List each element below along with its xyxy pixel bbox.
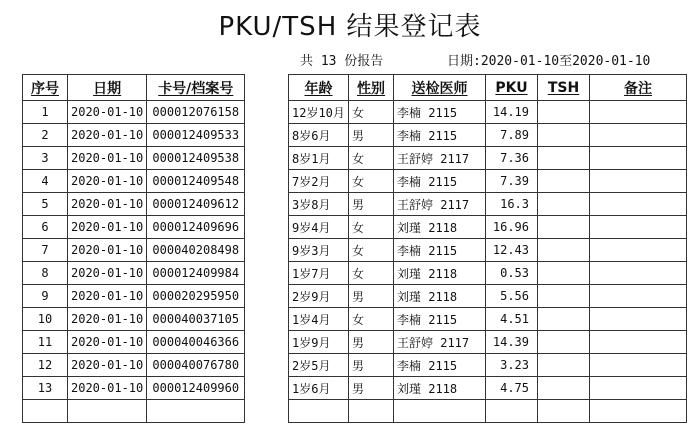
cell-no: 12 <box>23 354 68 377</box>
cell-doctor: 李楠 2115 <box>394 101 486 124</box>
cell-pku <box>486 400 538 423</box>
table-row <box>23 216 245 239</box>
table-row <box>23 239 245 262</box>
cell-no: 4 <box>23 170 68 193</box>
table-row <box>289 331 687 354</box>
cell-note <box>590 331 687 354</box>
cell-sex: 女 <box>349 101 394 124</box>
table-row <box>23 170 245 193</box>
cell-no: 9 <box>23 285 68 308</box>
cell-age <box>289 400 349 423</box>
table-row <box>23 308 245 331</box>
table-row <box>23 377 245 400</box>
cell-pku: 7.36 <box>486 147 538 170</box>
table-row <box>23 331 245 354</box>
cell-doctor: 李楠 2115 <box>394 239 486 262</box>
cell-date: 2020-01-10 <box>68 285 147 308</box>
table-row <box>289 285 687 308</box>
cell-tsh <box>538 377 590 400</box>
cell-note <box>590 216 687 239</box>
right-header-row <box>289 75 687 101</box>
cell-card: 000012076158 <box>147 101 245 124</box>
cell-age: 1岁4月 <box>289 308 349 331</box>
cell-doctor: 李楠 2115 <box>394 354 486 377</box>
cell-sex: 女 <box>349 216 394 239</box>
cell-no: 3 <box>23 147 68 170</box>
cell-age: 2岁5月 <box>289 354 349 377</box>
cell-pku: 4.51 <box>486 308 538 331</box>
col-header-sex: 性别 <box>349 75 394 101</box>
table-row <box>289 193 687 216</box>
cell-sex: 女 <box>349 239 394 262</box>
cell-no: 1 <box>23 101 68 124</box>
cell-no: 10 <box>23 308 68 331</box>
cell-no: 7 <box>23 239 68 262</box>
document-title: PKU/TSH 结果登记表 <box>218 12 482 42</box>
cell-age: 1岁7月 <box>289 262 349 285</box>
cell-tsh <box>538 170 590 193</box>
cell-card: 000012409533 <box>147 124 245 147</box>
cell-tsh <box>538 239 590 262</box>
cell-pku: 5.56 <box>486 285 538 308</box>
cell-no <box>23 400 68 423</box>
cell-sex: 男 <box>349 124 394 147</box>
col-header-note: 备注 <box>590 75 687 101</box>
cell-card: 000012409984 <box>147 262 245 285</box>
table-row <box>289 262 687 285</box>
cell-pku: 14.39 <box>486 331 538 354</box>
cell-date: 2020-01-10 <box>68 216 147 239</box>
cell-no: 5 <box>23 193 68 216</box>
cell-doctor: 王舒婷 2117 <box>394 147 486 170</box>
table-row <box>289 354 687 377</box>
cell-note <box>590 124 687 147</box>
table-row-blank <box>23 400 245 423</box>
right-results-table <box>288 74 687 423</box>
cell-sex: 男 <box>349 377 394 400</box>
cell-card: 000012409696 <box>147 216 245 239</box>
cell-pku: 7.39 <box>486 170 538 193</box>
left-results-table <box>22 74 245 423</box>
cell-tsh <box>538 147 590 170</box>
cell-age: 8岁6月 <box>289 124 349 147</box>
cell-note <box>590 377 687 400</box>
cell-doctor: 刘瑾 2118 <box>394 285 486 308</box>
table-row <box>23 101 245 124</box>
table-row <box>289 170 687 193</box>
table-row <box>23 147 245 170</box>
cell-age: 7岁2月 <box>289 170 349 193</box>
cell-sex: 男 <box>349 331 394 354</box>
cell-age: 9岁3月 <box>289 239 349 262</box>
cell-pku: 0.53 <box>486 262 538 285</box>
cell-age: 12岁10月 <box>289 101 349 124</box>
cell-card: 000012409548 <box>147 170 245 193</box>
cell-card: 000040076780 <box>147 354 245 377</box>
cell-age: 1岁9月 <box>289 331 349 354</box>
cell-date: 2020-01-10 <box>68 124 147 147</box>
col-header-doctor: 送检医师 <box>394 75 486 101</box>
cell-age: 1岁6月 <box>289 377 349 400</box>
cell-sex: 男 <box>349 193 394 216</box>
table-row-blank <box>289 400 687 423</box>
cell-tsh <box>538 193 590 216</box>
cell-card: 000012409612 <box>147 193 245 216</box>
cell-card <box>147 400 245 423</box>
cell-pku: 16.3 <box>486 193 538 216</box>
cell-card: 000040208498 <box>147 239 245 262</box>
table-row <box>289 147 687 170</box>
cell-doctor <box>394 400 486 423</box>
col-header-tsh: TSH <box>538 75 590 101</box>
cell-pku: 4.75 <box>486 377 538 400</box>
cell-note <box>590 170 687 193</box>
table-row <box>23 193 245 216</box>
cell-no: 6 <box>23 216 68 239</box>
cell-tsh <box>538 354 590 377</box>
cell-date: 2020-01-10 <box>68 377 147 400</box>
cell-pku: 16.96 <box>486 216 538 239</box>
cell-age: 9岁4月 <box>289 216 349 239</box>
cell-sex: 男 <box>349 354 394 377</box>
table-row <box>23 285 245 308</box>
cell-sex: 男 <box>349 285 394 308</box>
cell-note <box>590 193 687 216</box>
cell-tsh <box>538 400 590 423</box>
cell-sex: 女 <box>349 170 394 193</box>
cell-no: 2 <box>23 124 68 147</box>
cell-doctor: 王舒婷 2117 <box>394 193 486 216</box>
cell-tsh <box>538 285 590 308</box>
cell-tsh <box>538 262 590 285</box>
cell-pku: 14.19 <box>486 101 538 124</box>
table-row <box>289 308 687 331</box>
cell-age: 8岁1月 <box>289 147 349 170</box>
cell-no: 8 <box>23 262 68 285</box>
col-header-card: 卡号/档案号 <box>147 75 245 101</box>
cell-no: 13 <box>23 377 68 400</box>
cell-sex: 女 <box>349 147 394 170</box>
cell-date: 2020-01-10 <box>68 262 147 285</box>
cell-card: 000040037105 <box>147 308 245 331</box>
table-row <box>23 124 245 147</box>
cell-date: 2020-01-10 <box>68 239 147 262</box>
cell-pku: 7.89 <box>486 124 538 147</box>
cell-tsh <box>538 124 590 147</box>
col-header-age: 年龄 <box>289 75 349 101</box>
cell-date: 2020-01-10 <box>68 308 147 331</box>
cell-note <box>590 262 687 285</box>
cell-note <box>590 239 687 262</box>
cell-note <box>590 285 687 308</box>
cell-card: 000020295950 <box>147 285 245 308</box>
col-header-pku: PKU <box>486 75 538 101</box>
table-row <box>23 262 245 285</box>
cell-note <box>590 354 687 377</box>
table-row <box>289 377 687 400</box>
cell-note <box>590 147 687 170</box>
cell-sex <box>349 400 394 423</box>
report-count: 共 13 份报告 <box>300 54 384 69</box>
cell-card: 000012409538 <box>147 147 245 170</box>
cell-no: 11 <box>23 331 68 354</box>
cell-age: 3岁8月 <box>289 193 349 216</box>
table-row <box>289 101 687 124</box>
col-header-date: 日期 <box>68 75 147 101</box>
col-header-no: 序号 <box>23 75 68 101</box>
cell-doctor: 刘瑾 2118 <box>394 377 486 400</box>
cell-date: 2020-01-10 <box>68 193 147 216</box>
table-row <box>23 354 245 377</box>
cell-note <box>590 400 687 423</box>
cell-tsh <box>538 331 590 354</box>
cell-tsh <box>538 216 590 239</box>
table-row <box>289 239 687 262</box>
cell-date: 2020-01-10 <box>68 101 147 124</box>
cell-doctor: 李楠 2115 <box>394 308 486 331</box>
cell-note <box>590 101 687 124</box>
table-row <box>289 124 687 147</box>
cell-doctor: 刘瑾 2118 <box>394 262 486 285</box>
left-header-row <box>23 75 245 101</box>
cell-date: 2020-01-10 <box>68 354 147 377</box>
cell-tsh <box>538 308 590 331</box>
cell-doctor: 王舒婷 2117 <box>394 331 486 354</box>
cell-sex: 女 <box>349 262 394 285</box>
cell-date: 2020-01-10 <box>68 170 147 193</box>
date-range: 日期:2020-01-10至2020-01-10 <box>447 54 651 69</box>
cell-doctor: 刘瑾 2118 <box>394 216 486 239</box>
cell-date: 2020-01-10 <box>68 147 147 170</box>
cell-pku: 12.43 <box>486 239 538 262</box>
cell-pku: 3.23 <box>486 354 538 377</box>
cell-card: 000012409960 <box>147 377 245 400</box>
cell-card: 000040046366 <box>147 331 245 354</box>
cell-doctor: 李楠 2115 <box>394 170 486 193</box>
cell-sex: 女 <box>349 308 394 331</box>
table-row <box>289 216 687 239</box>
cell-date <box>68 400 147 423</box>
cell-age: 2岁9月 <box>289 285 349 308</box>
cell-tsh <box>538 101 590 124</box>
cell-note <box>590 308 687 331</box>
cell-date: 2020-01-10 <box>68 331 147 354</box>
cell-doctor: 李楠 2115 <box>394 124 486 147</box>
